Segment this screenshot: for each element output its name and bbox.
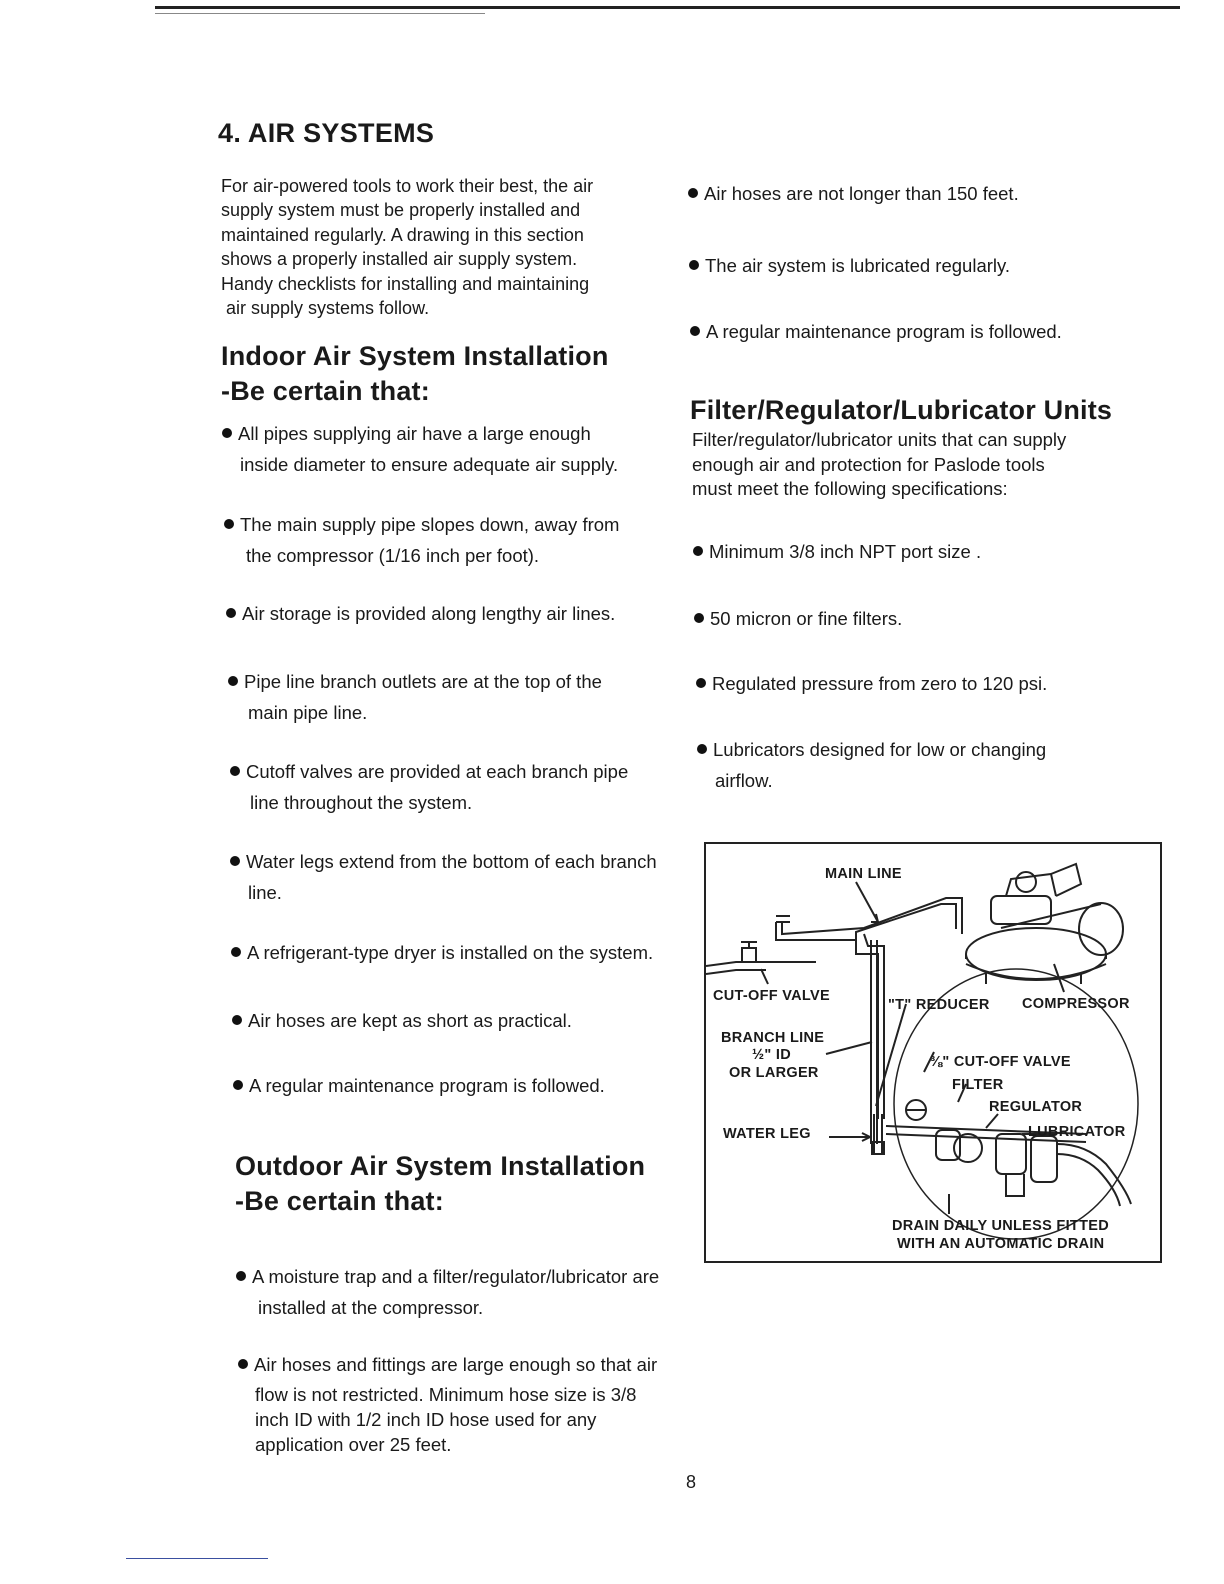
page-number: 8 — [686, 1472, 697, 1492]
intro-line: air supply systems follow. — [221, 298, 430, 319]
label-main-line: MAIN LINE — [825, 866, 902, 882]
bullet-icon — [230, 766, 240, 776]
indoor-bullet: All pipes supplying air have a large enough inside diameter to ensure adequate air supply. — [222, 418, 618, 480]
indoor-bullet: Air storage is provided along lengthy air lines. — [226, 598, 615, 629]
right-bullet: A regular maintenance program is followed. — [690, 316, 1062, 347]
bullet-icon — [690, 326, 700, 336]
air-system-diagram — [704, 842, 1162, 1263]
outdoor-bullet: Air hoses and fittings are large enough so that air flow is not restricted. Minimum hose size is 3/8 inch ID with 1/2 inch ID hose used for any application over 25 feet. — [238, 1352, 657, 1457]
label-water-leg: WATER LEG — [723, 1126, 811, 1142]
bullet-icon — [693, 546, 703, 556]
frl-bullet: 50 micron or fine filters. — [694, 603, 902, 634]
top-rule — [155, 6, 1180, 9]
bullet-icon — [228, 676, 238, 686]
frl-bullet: Regulated pressure from zero to 120 psi. — [696, 668, 1047, 699]
label-38-cutoff-valve: ⅜" CUT-OFF VALVE — [930, 1054, 1071, 1070]
frl-bullet: Minimum 3/8 inch NPT port size . — [693, 536, 981, 567]
label-branch-size: ½" ID — [752, 1047, 791, 1063]
outdoor-heading-line1: Outdoor Air System Installation — [235, 1151, 646, 1181]
top-rule-thin — [155, 13, 485, 14]
bullet-icon — [224, 519, 234, 529]
indoor-bullet: The main supply pipe slopes down, away from the compressor (1/16 inch per foot). — [224, 509, 619, 571]
bullet-icon — [236, 1271, 246, 1281]
bullet-icon — [230, 856, 240, 866]
frl-heading: Filter/Regulator/Lubricator Units — [690, 395, 1113, 425]
bullet-icon — [697, 744, 707, 754]
bullet-icon — [694, 613, 704, 623]
right-bullet: Air hoses are not longer than 150 feet. — [688, 178, 1019, 209]
indoor-bullet: Pipe line branch outlets are at the top of the main pipe line. — [228, 666, 602, 728]
bullet-icon — [688, 188, 698, 198]
label-t-reducer: "T" REDUCER — [888, 997, 990, 1013]
intro-line: shows a properly installed air supply system. — [221, 249, 578, 270]
bullet-icon — [226, 608, 236, 618]
frl-text: Filter/regulator/lubricator units that can supply enough air and protection for Paslode tools must meet the following specifications: — [692, 429, 1067, 499]
indoor-heading — [221, 339, 609, 409]
indoor-bullet: A regular maintenance program is followed. — [233, 1070, 605, 1101]
outdoor-bullet: A moisture trap and a filter/regulator/lubricator are installed at the compressor. — [236, 1261, 659, 1323]
bottom-rule — [126, 1558, 268, 1559]
bullet-icon — [238, 1359, 248, 1369]
bullet-icon — [696, 678, 706, 688]
indoor-bullet: Air hoses are kept as short as practical. — [232, 1005, 572, 1036]
intro-line: supply system must be properly installed and — [221, 200, 581, 221]
indoor-bullet: Cutoff valves are provided at each branch pipe line throughout the system. — [230, 756, 628, 818]
bullet-icon — [231, 947, 241, 957]
intro-paragraph — [221, 174, 641, 320]
bullet-icon — [689, 260, 699, 270]
label-branch-line: BRANCH LINE — [721, 1030, 825, 1046]
indoor-heading-line1: Indoor Air System Installation — [221, 341, 609, 371]
label-compressor: COMPRESSOR — [1022, 996, 1130, 1012]
intro-line: For air-powered tools to work their best, the air — [221, 176, 594, 196]
indoor-bullet: A refrigerant-type dryer is installed on the system. — [231, 937, 653, 968]
frl-bullet: Lubricators designed for low or changing airflow. — [697, 734, 1046, 796]
indoor-bullet: Water legs extend from the bottom of each branch line. — [230, 846, 657, 908]
label-or-larger: OR LARGER — [729, 1065, 819, 1081]
label-lubricator: LUBRICATOR — [1028, 1124, 1126, 1140]
outdoor-heading — [235, 1149, 645, 1219]
label-filter: FILTER — [952, 1077, 1004, 1093]
bullet-icon — [222, 428, 232, 438]
bullet-icon — [233, 1080, 243, 1090]
label-regulator: REGULATOR — [989, 1099, 1083, 1115]
outdoor-heading-line2: -Be certain that: — [235, 1186, 444, 1216]
label-cutoff-valve: CUT-OFF VALVE — [713, 988, 830, 1004]
right-bullet: The air system is lubricated regularly. — [689, 250, 1010, 281]
label-drain-1: DRAIN DAILY UNLESS FITTED — [892, 1218, 1109, 1234]
bullet-icon — [232, 1015, 242, 1025]
label-drain-2: WITH AN AUTOMATIC DRAIN — [897, 1236, 1105, 1252]
section-title: 4. AIR SYSTEMS — [218, 118, 435, 148]
intro-line: maintained regularly. A drawing in this section — [221, 224, 584, 245]
indoor-heading-line2: -Be certain that: — [221, 376, 430, 406]
intro-line: Handy checklists for installing and maintaining — [221, 273, 590, 294]
